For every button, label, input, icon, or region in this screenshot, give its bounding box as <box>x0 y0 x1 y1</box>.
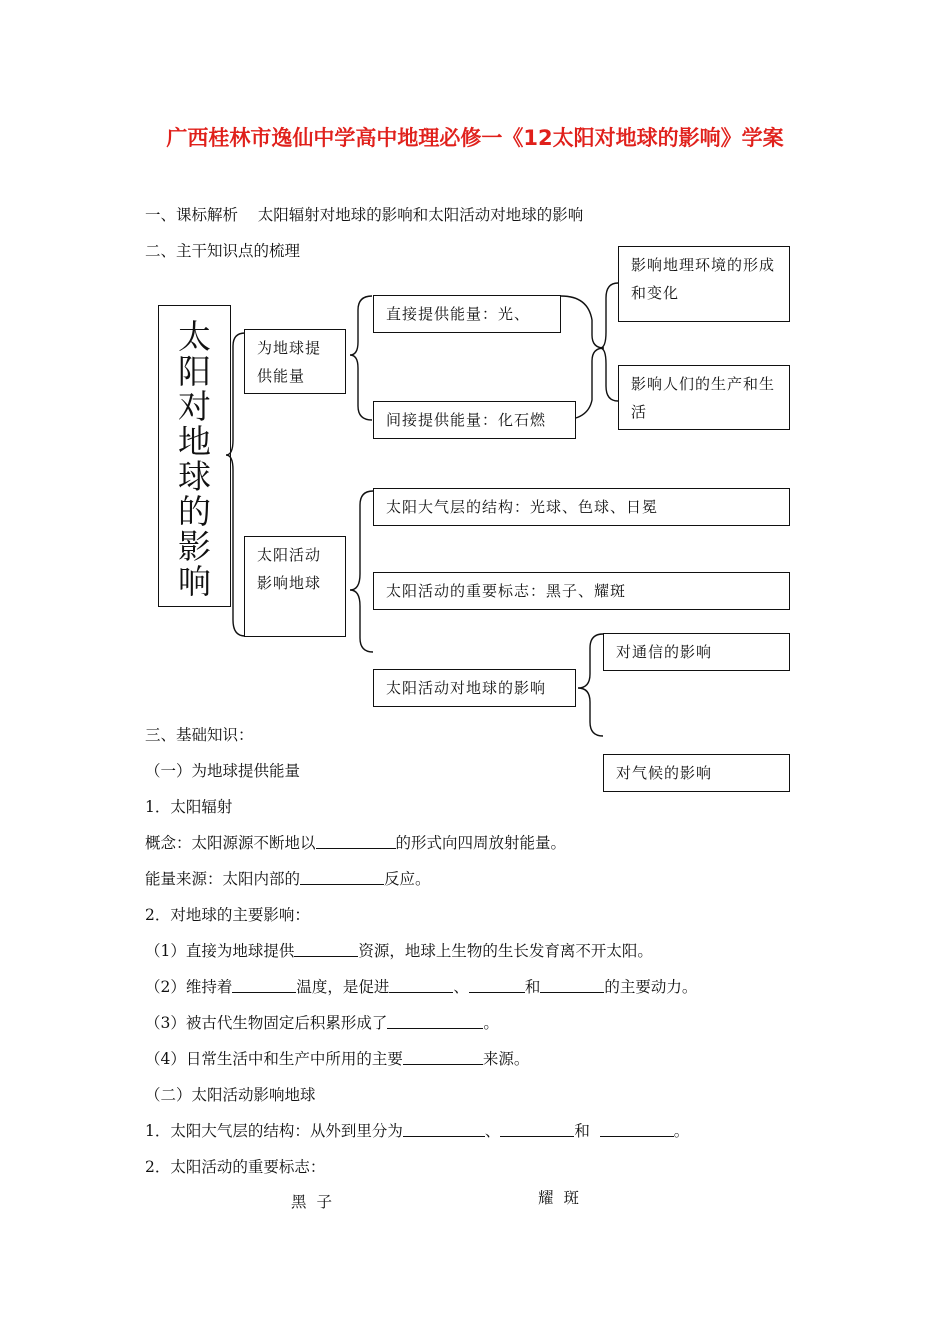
text: （1）直接为地球提供 <box>145 942 295 960</box>
text: 和 <box>574 1122 590 1140</box>
fill-blank[interactable] <box>600 1122 674 1137</box>
item1-heading: 1．太阳辐射 <box>145 798 233 816</box>
marks-heading: 2．太阳活动的重要标志： <box>145 1158 326 1176</box>
text: 、 <box>453 978 469 996</box>
text: 反应。 <box>384 870 431 888</box>
text: （3）被古代生物固定后积累形成了 <box>145 1014 388 1032</box>
text: （2）维持着 <box>145 978 233 996</box>
fill-blank[interactable] <box>403 1122 485 1137</box>
text: 的形式向四周放射能量。 <box>395 834 567 852</box>
text: （4）日常生活中和生产中所用的主要 <box>145 1050 403 1068</box>
fill-blank[interactable] <box>469 978 525 993</box>
text: 的主要动力。 <box>604 978 698 996</box>
root-char: 球 <box>178 457 211 496</box>
text: 来源。 <box>482 1050 530 1068</box>
environment-impact-box: 影响地理环境的形成和变化 <box>618 246 790 322</box>
fill-blank[interactable] <box>232 978 296 993</box>
text: 资源，地球上生物的生长发育离不开太阳。 <box>358 942 653 960</box>
sunspot-label: 黑子 <box>291 1193 343 1211</box>
effect1-line <box>145 939 653 961</box>
solar-activity-box: 太阳活动影响地球 <box>244 536 346 637</box>
fill-blank[interactable] <box>300 870 384 885</box>
root-char: 响 <box>178 562 211 601</box>
fill-blank[interactable] <box>294 942 358 957</box>
section1-text: 太阳辐射对地球的影响和太阳活动对地球的影响 <box>257 206 584 224</box>
root-char: 地 <box>178 422 211 461</box>
energy-box: 为地球提供能量 <box>244 329 346 394</box>
text: 。 <box>483 1014 499 1032</box>
effect4-line <box>145 1047 529 1069</box>
text: 1．太阳大气层的结构：从外到里分为 <box>145 1122 403 1140</box>
effect3-line <box>145 1011 499 1033</box>
concept-line <box>145 831 566 853</box>
activity-impact-box: 太阳活动对地球的影响 <box>373 669 576 707</box>
section3-heading: 三、基础知识： <box>145 726 254 744</box>
text: 、 <box>484 1122 501 1140</box>
atmosphere-structure-box: 太阳大气层的结构：光球、色球、日冕 <box>373 488 790 526</box>
section1-label: 一、课标解析 <box>145 206 239 224</box>
energy-source-line <box>145 867 431 889</box>
direct-energy-box: 直接提供能量：光、 <box>373 295 561 333</box>
fill-blank[interactable] <box>403 1050 483 1065</box>
text: 能量来源：太阳内部的 <box>145 870 301 888</box>
text: 温度，是促进 <box>296 978 390 996</box>
page-title: 广西桂林市逸仙中学高中地理必修一《12太阳对地球的影响》学案 <box>166 126 784 150</box>
climate-impact-box: 对气候的影响 <box>603 754 790 792</box>
activity-marks-box: 太阳活动的重要标志：黑子、耀斑 <box>373 572 790 610</box>
part2-heading: （二）太阳活动影响地球 <box>145 1086 316 1104</box>
structure-line <box>145 1119 689 1141</box>
text: 概念：太阳源源不断地以 <box>145 834 316 852</box>
fill-blank[interactable] <box>500 1122 574 1137</box>
root-char: 的 <box>178 492 211 531</box>
section2-heading: 二、主干知识点的梳理 <box>145 242 301 260</box>
fill-blank[interactable] <box>387 1014 483 1029</box>
root-char: 影 <box>178 527 211 566</box>
root-char: 对 <box>178 387 211 426</box>
item2-heading: 2．对地球的主要影响： <box>145 906 310 924</box>
part1-heading: （一）为地球提供能量 <box>145 762 301 780</box>
text: 和 <box>524 978 541 996</box>
communication-impact-box: 对通信的影响 <box>603 633 790 671</box>
indirect-energy-box: 间接提供能量：化石燃 <box>373 401 576 439</box>
life-impact-box: 影响人们的生产和生活 <box>618 365 790 430</box>
root-char: 阳 <box>178 352 211 391</box>
root-topic-box <box>158 305 231 607</box>
root-char: 太 <box>178 317 211 356</box>
flare-label: 耀斑 <box>538 1189 590 1207</box>
effect2-line <box>145 975 697 997</box>
fill-blank[interactable] <box>389 978 453 993</box>
fill-blank[interactable] <box>540 978 604 993</box>
fill-blank[interactable] <box>316 834 396 849</box>
text: 。 <box>673 1122 690 1140</box>
